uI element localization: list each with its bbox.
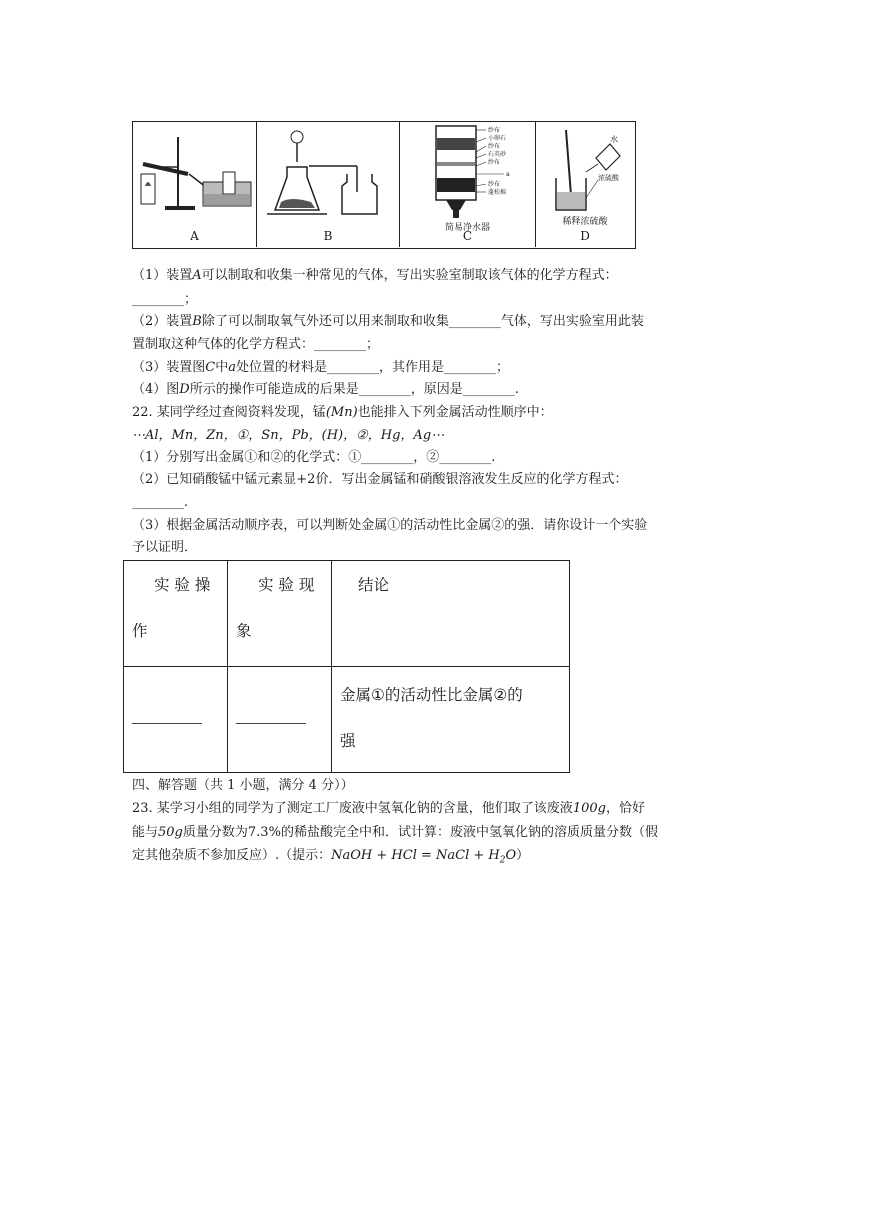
panel-a <box>133 122 257 247</box>
experiment-table <box>123 560 570 773</box>
q21-part2: （2）装置B除了可以制取氧气外还可以用来制取和收集________气体，写出实验室用此装 <box>132 314 644 329</box>
acid-tag: 浓硫酸 <box>598 174 619 182</box>
q22-activity-series: ⋯Al，Mn，Zn，①，Sn，Pb，(H)，②，Hg，Ag⋯ <box>132 428 445 443</box>
q23-line2: 能与50g质量分数为7.3%的稀盐酸完全中和．试计算：废液中氢氧化钠的溶质质量分数（假 <box>132 825 658 840</box>
header-operation: 实 验 操 作 <box>124 561 228 667</box>
layer-label: 小卵石 <box>488 135 507 142</box>
q21-part2-answer: 置制取这种气体的化学方程式：________； <box>132 337 380 352</box>
table-header-row <box>124 561 570 667</box>
q23-line3: 定其他杂质不参加反应）.（提示：NaOH + HCl = NaCl + $H_2O$） <box>132 848 530 866</box>
q22-part3: （3）根据金属活动顺序表，可以判断处金属①的活动性比金属②的强．请你设计一个实验 <box>132 518 648 533</box>
answer-blank[interactable] <box>132 723 202 724</box>
panel-d <box>536 122 634 247</box>
q21-part3: （3）装置图C中a处位置的材料是________，其作用是________； <box>132 360 510 375</box>
layer-label: a <box>506 171 510 178</box>
hint-equation: NaOH + HCl = NaCl + $H_2O$ <box>331 848 517 866</box>
table-row <box>124 667 570 773</box>
q21-part1: （1）装置A可以制取和收集一种常见的气体，写出实验室制取该气体的化学方程式： <box>132 268 618 283</box>
panel-d-caption: 稀释浓硫酸 <box>562 217 608 227</box>
answer-blank[interactable] <box>236 723 306 724</box>
header-conclusion: 结论 <box>332 561 570 667</box>
layer-label: 蓬松棉 <box>488 189 507 196</box>
panel-c-label: C <box>462 229 473 243</box>
layer-label: 纱布 <box>488 127 501 134</box>
answer-phenomenon[interactable] <box>228 667 332 773</box>
apparatus-figure <box>132 121 636 249</box>
q22-part1: （1）分别写出金属①和②的化学式：①________，②________. <box>132 450 496 465</box>
section-title: 四、解答题（共 1 小题，满分 4 分）） <box>132 778 354 793</box>
layer-label: 纱布 <box>488 181 501 188</box>
panel-a-label: A <box>190 229 199 243</box>
panel-d-label: D <box>580 229 590 243</box>
layer-label: 石英砂 <box>488 151 507 158</box>
q22-part3-cont: 予以证明． <box>132 540 198 555</box>
q21-part4: （4）图D所示的操作可能造成的后果是________，原因是________. <box>132 382 519 397</box>
header-phenomenon: 实 验 现 象 <box>228 561 332 667</box>
layer-label: 纱布 <box>488 159 501 166</box>
answer-operation[interactable] <box>124 667 228 773</box>
q21-part1-answer: ________； <box>132 292 198 307</box>
panel-c <box>400 122 536 247</box>
q22-intro: 22. 某同学经过查阅资料发现，锰(Mn)也能排入下列金属活动性顺序中： <box>132 405 553 420</box>
q22-part2: （2）已知硝酸锰中锰元素显+2价．写出金属锰和硝酸银溶液发生反应的化学方程式： <box>132 472 628 487</box>
panel-b-label: B <box>323 229 333 243</box>
q22-part2-answer: ________. <box>132 495 189 510</box>
q23-line1: 23. 某学习小组的同学为了测定工厂废液中氢氧化钠的含量，他们取了该废液100g，恰好 <box>132 801 645 816</box>
layer-label: 纱布 <box>488 143 501 150</box>
panel-c-caption: 简易净水器 <box>444 223 490 233</box>
water-tag: 水 <box>610 135 618 144</box>
conclusion-cell: 金属①的活动性比金属②的 强 <box>332 667 570 773</box>
panel-b <box>257 122 400 247</box>
